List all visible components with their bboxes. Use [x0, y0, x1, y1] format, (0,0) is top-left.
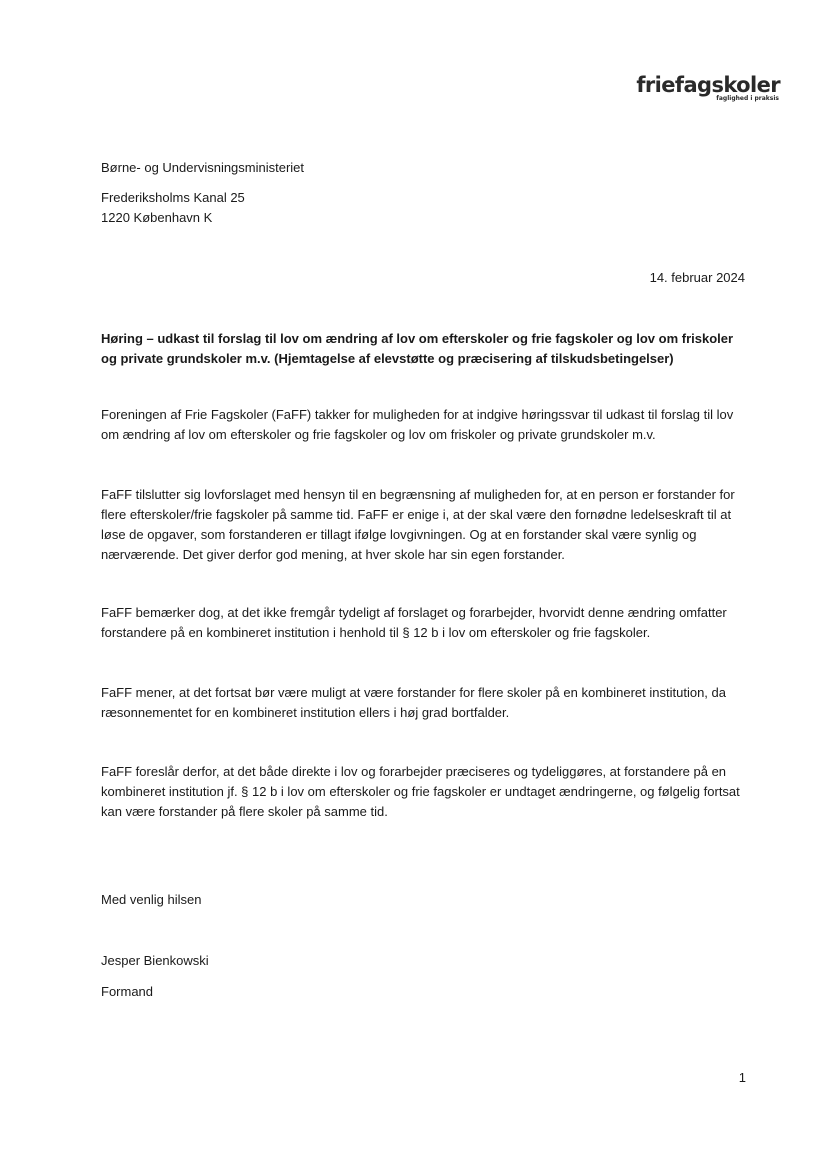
paragraph-5: FaFF foreslår derfor, at det både direkte i lov og forarbejder præciseres og tydeliggøres, at forstandere på en kombineret institution jf. § 12 b i lov om efterskoler og frie fagskoler er undtaget ændringerne, og følgelig fortsat kan være forstander på flere skoler på samme tid.: [101, 764, 740, 819]
organization-logo: [636, 74, 780, 102]
subject-heading: Høring – udkast til forslag til lov om ændring af lov om efterskoler og frie fagskoler og lov om friskoler og private grundskoler m.v. (Hjemtagelse af elevstøtte og præcisering af tilskudsbetingelser): [101, 331, 734, 366]
address-city: 1220 København K: [101, 210, 213, 225]
paragraph-4: FaFF mener, at det fortsat bør være muligt at være forstander for flere skoler på en kombineret institution, da ræsonnementet for en kombineret institution ellers i høj grad bortfalder.: [101, 685, 726, 720]
logo-wordmark: friefagskoler: [636, 73, 780, 97]
paragraph-2: FaFF tilslutter sig lovforslaget med hensyn til en begrænsning af muligheden for, at en person er forstander for flere efterskoler/frie fagskoler på samme tid. FaFF er enige i, at der skal være den fornødne ledelseskraft til at løse de opgaver, som forstanderen er tillagt ifølge lovgivningen. Og at en forstander skal være synlig og nærværende. Det giver derfor god mening, at hver skole har sin egen forstander.: [101, 487, 735, 562]
recipient-address: [101, 188, 245, 228]
signer-role: Formand: [101, 984, 154, 999]
page-number: 1: [738, 1070, 746, 1085]
closing-greeting: Med venlig hilsen: [101, 892, 202, 907]
paragraph-3: FaFF bemærker dog, at det ikke fremgår tydeligt af forslaget og forarbejder, hvorvidt denne ændring omfatter forstandere på en kombineret institution i henhold til § 12 b i lov om efterskoler og frie fagskoler.: [101, 605, 727, 640]
signer-name: Jesper Bienkowski: [101, 953, 209, 968]
address-street: Frederiksholms Kanal 25: [101, 190, 245, 205]
letter-date: 14. februar 2024: [649, 270, 745, 285]
recipient-name: Børne- og Undervisningsministeriet: [101, 160, 305, 175]
logo-tagline: faglighed i praksis: [716, 95, 779, 102]
paragraph-1: Foreningen af Frie Fagskoler (FaFF) takker for muligheden for at indgive høringssvar til udkast til forslag til lov om ændring af lov om efterskoler og frie fagskoler og lov om friskoler og private grundskoler m.v.: [101, 407, 734, 442]
